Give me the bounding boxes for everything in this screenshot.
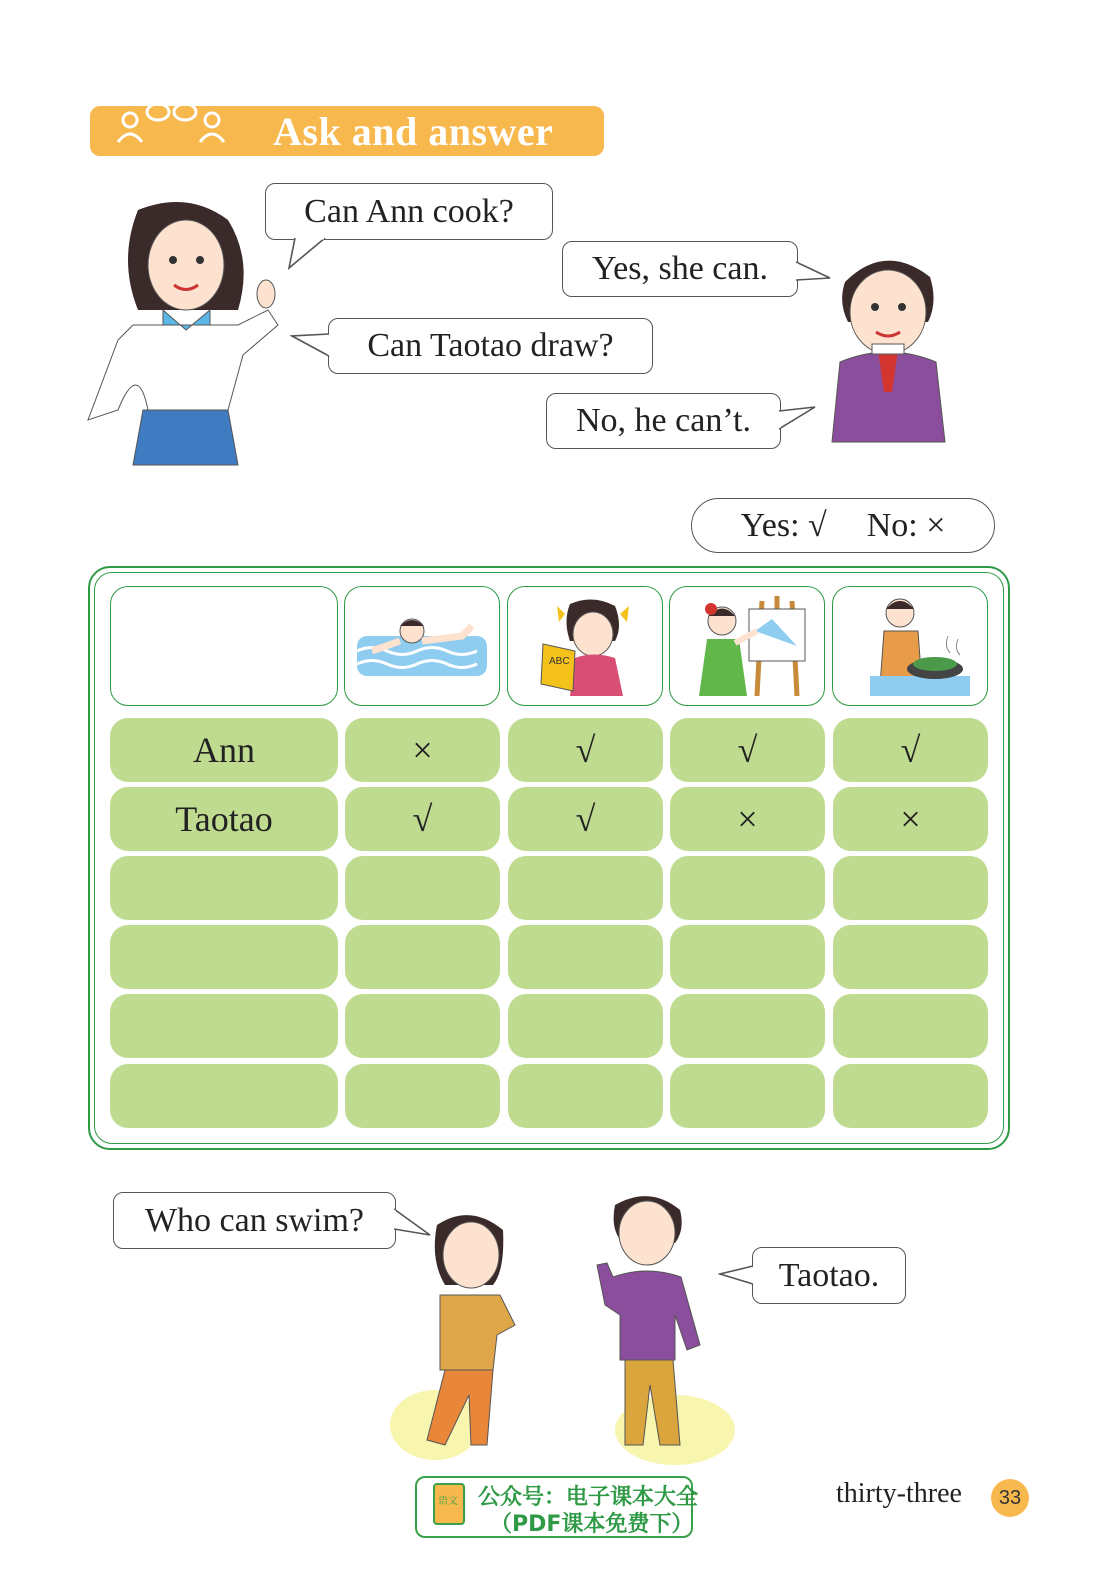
speech-bubble [752,1247,906,1304]
legend [691,498,995,553]
table-cell-mark[interactable] [508,925,663,989]
table-cell-mark[interactable] [508,1064,663,1128]
table-cell-name: Ann [110,718,338,782]
table-cell-mark[interactable] [508,856,663,920]
watermark-line2: （PDF课本免费下） [490,1512,694,1537]
table-cell-mark: × [345,718,500,782]
people-talking-icon [113,100,233,150]
draw-icon [677,591,817,701]
table-cell-name[interactable] [110,925,338,989]
table-cell-mark[interactable] [670,1064,825,1128]
table-cell-mark: √ [670,718,825,782]
table-cell-mark: × [670,787,825,851]
table-header-read [507,586,663,706]
page-title: Ask and answer [273,109,554,154]
speech-bubble [546,393,781,449]
table-cell-name: Taotao [110,787,338,851]
boy-illustration [820,242,955,447]
svg-text:语文: 语文 [438,1496,458,1507]
speech-bubble [113,1192,396,1249]
book-icon [428,1482,470,1534]
bubble-tail [796,258,836,288]
table-cell-mark: √ [345,787,500,851]
table-cell-mark[interactable] [833,925,988,989]
bubble-text: Who can swim? [144,1201,365,1239]
bubble-text: No, he can’t. [576,402,751,439]
table-cell-mark: √ [833,718,988,782]
table-cell-mark: √ [508,787,663,851]
table-cell-mark[interactable] [833,856,988,920]
legend-yes: Yes: √ [740,506,827,544]
table-header-cook [832,586,988,706]
table-cell-mark[interactable] [833,994,988,1058]
table-header-draw [669,586,825,706]
svg-text:ABC: ABC [549,656,570,667]
table-cell-mark[interactable] [670,856,825,920]
table-cell-mark: × [833,787,988,851]
bubble-tail [285,238,335,272]
speech-bubble [265,183,553,240]
table-header-swim [344,586,500,706]
table-cell-mark[interactable] [833,1064,988,1128]
page-number-badge: 33 [991,1479,1029,1517]
table-cell-name[interactable] [110,1064,338,1128]
cook-icon [840,591,980,701]
read-icon [515,596,655,696]
table-cell-mark[interactable] [345,1064,500,1128]
table-cell-mark[interactable] [670,994,825,1058]
speech-bubble [562,241,798,297]
bubble-tail [290,330,330,362]
children-talking-illustration [375,1185,755,1470]
swim-icon [352,596,492,696]
table-header-blank [110,586,338,706]
speech-bubble [328,318,653,374]
bubble-text: Can Taotao draw? [367,327,614,364]
table-cell-mark[interactable] [345,994,500,1058]
page-number-words: thirty-three [836,1478,962,1509]
table-cell-mark[interactable] [345,856,500,920]
bubble-text: Can Ann cook? [304,192,514,230]
table-cell-name[interactable] [110,994,338,1058]
bubble-text: Yes, she can. [592,250,768,287]
bubble-text: Taotao. [778,1256,880,1294]
bubble-tail [779,405,819,435]
legend-no: No: × [866,506,946,544]
table-cell-mark[interactable] [670,925,825,989]
table-cell-mark: √ [508,718,663,782]
table-cell-name[interactable] [110,856,338,920]
table-cell-mark[interactable] [345,925,500,989]
watermark-line1: 公众号：电子课本大全 [478,1485,699,1510]
table-cell-mark[interactable] [508,994,663,1058]
